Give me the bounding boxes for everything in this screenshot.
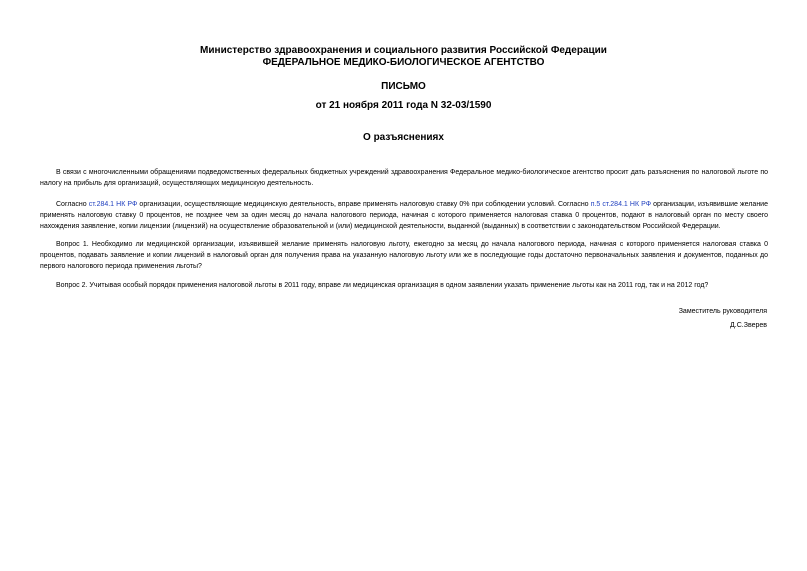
paragraph-intro: В связи с многочисленными обращениями подведомственных федеральных бюджетных учреждений здравоохранения Федеральное медико-биологическое агентство просит дать разъяснения по налоговой льготе по налогу на прибыль для организаций, осуществляющих медицинскую деятельность.: [40, 169, 768, 187]
paragraph-question-2: Вопрос 2. Учитывая особый порядок применения налоговой льготы в 2011 году, вправе ли медицинская организация в одном заявлении указать применение льготы как на 2011 год, так и на 2012 год?: [56, 282, 709, 289]
document-subject: О разъяснениях: [363, 132, 444, 143]
paragraph-text: организации, изъявившие желание применять налоговую ставку 0 процентов, не позднее чем за один месяц до начала налогового периода, начиная с которого применяется налоговая ставка 0 процентов, подают в налоговый орган по месту своего нахождения заявление, копии лицензии (лицензий) на осуществление образовательной и (или) медицинской деятельности, выданной (выданных) в соответствии с законодательством Российской Федерации.: [40, 201, 768, 230]
ministry-title: Министерство здравоохранения и социального развития Российской Федерации: [200, 45, 607, 56]
link-article-284-1[interactable]: ст.284.1 НК РФ: [88, 201, 138, 208]
document-type: ПИСЬМО: [381, 81, 426, 92]
document-date-number: от 21 ноября 2011 года N 32-03/1590: [315, 100, 492, 111]
paragraph-question-1: Вопрос 1. Необходимо ли медицинской организации, изъявившей желание применять налоговую льготу, ежегодно за месяц до начала налогового периода, начиная с которого применяется налоговая ставка 0 процентов, подавать заявление и копии лицензий в налоговый орган для получения права на указанную налоговую льготу или же в последующие годы достаточно первоначальных заявления и документов, поданных до первого налогового периода применения льготы?: [40, 241, 768, 270]
link-article-284-1-p5[interactable]: п.5 ст.284.1 НК РФ: [590, 201, 652, 208]
paragraph-text: организации, осуществляющие медицинскую деятельность, вправе применять налоговую ставку 0% при соблюдении условий. Согласно: [137, 201, 591, 208]
paragraph-text: Согласно: [56, 201, 89, 208]
agency-title: ФЕДЕРАЛЬНОЕ МЕДИКО-БИОЛОГИЧЕСКОЕ АГЕНТСТВО: [262, 57, 545, 68]
signature-name: Д.С.Зверев: [730, 322, 767, 329]
paragraph-legal-basis: [40, 199, 768, 232]
signature-position: Заместитель руководителя: [678, 308, 767, 315]
